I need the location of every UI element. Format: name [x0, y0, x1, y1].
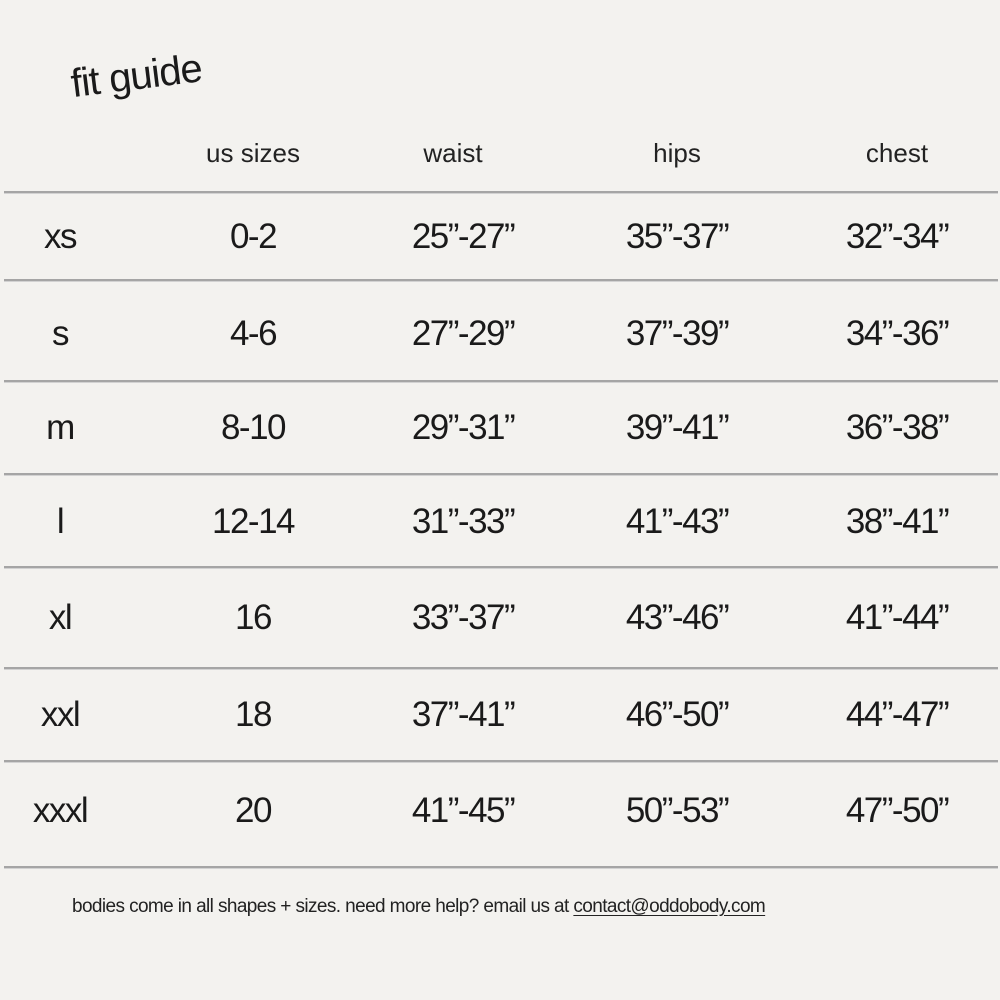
footer-text: bodies come in all shapes + sizes. need more help? email us at — [72, 896, 574, 917]
cell-chest: 47”-50” — [845, 791, 949, 830]
cell-size: m — [46, 408, 74, 447]
header-hips: hips — [653, 138, 701, 168]
table-divider — [4, 191, 998, 194]
cell-hips: 50”-53” — [625, 791, 729, 830]
cell-chest: 34”-36” — [845, 314, 949, 353]
cell-size: l — [56, 502, 64, 541]
cell-hips: 46”-50” — [625, 695, 729, 734]
table-divider — [4, 473, 998, 476]
table-divider — [4, 866, 998, 869]
cell-waist: 41”-45” — [411, 791, 515, 830]
cell-waist: 37”-41” — [411, 695, 515, 734]
cell-chest: 36”-38” — [845, 408, 949, 447]
cell-hips: 35”-37” — [625, 217, 729, 256]
cell-chest: 41”-44” — [845, 598, 949, 637]
cell-size: xs — [44, 217, 76, 256]
cell-waist: 33”-37” — [411, 598, 515, 637]
cell-us: 8-10 — [220, 408, 286, 447]
cell-waist: 31”-33” — [411, 502, 515, 541]
table-divider — [4, 566, 998, 569]
cell-size: xxxl — [32, 791, 88, 830]
cell-us: 0-2 — [229, 217, 277, 256]
footer-note — [72, 896, 765, 918]
cell-chest: 44”-47” — [845, 695, 949, 734]
cell-hips: 43”-46” — [625, 598, 729, 637]
cell-waist: 27”-29” — [411, 314, 515, 353]
cell-us: 12-14 — [211, 502, 295, 541]
header-waist: waist — [423, 138, 483, 168]
cell-chest: 38”-41” — [845, 502, 949, 541]
cell-hips: 37”-39” — [625, 314, 729, 353]
cell-size: xxl — [40, 695, 80, 734]
header-chest: chest — [865, 138, 929, 168]
cell-us: 16 — [235, 598, 271, 637]
table-divider — [4, 279, 998, 282]
contact-email-link[interactable]: contact@oddobody.com — [573, 896, 766, 917]
cell-chest: 32”-34” — [845, 217, 949, 256]
table-divider — [4, 760, 998, 763]
page-title: fit guide — [68, 46, 205, 107]
cell-hips: 41”-43” — [625, 502, 729, 541]
cell-us: 20 — [235, 791, 271, 830]
cell-waist: 29”-31” — [411, 408, 515, 447]
header-us-sizes: us sizes — [206, 138, 300, 168]
cell-hips: 39”-41” — [625, 408, 729, 447]
table-divider — [4, 380, 998, 383]
cell-us: 18 — [235, 695, 271, 734]
cell-us: 4-6 — [229, 314, 277, 353]
cell-size: s — [52, 314, 68, 353]
cell-size: xl — [48, 598, 72, 637]
table-divider — [4, 667, 998, 670]
cell-waist: 25”-27” — [411, 217, 515, 256]
table-header — [0, 138, 1000, 178]
